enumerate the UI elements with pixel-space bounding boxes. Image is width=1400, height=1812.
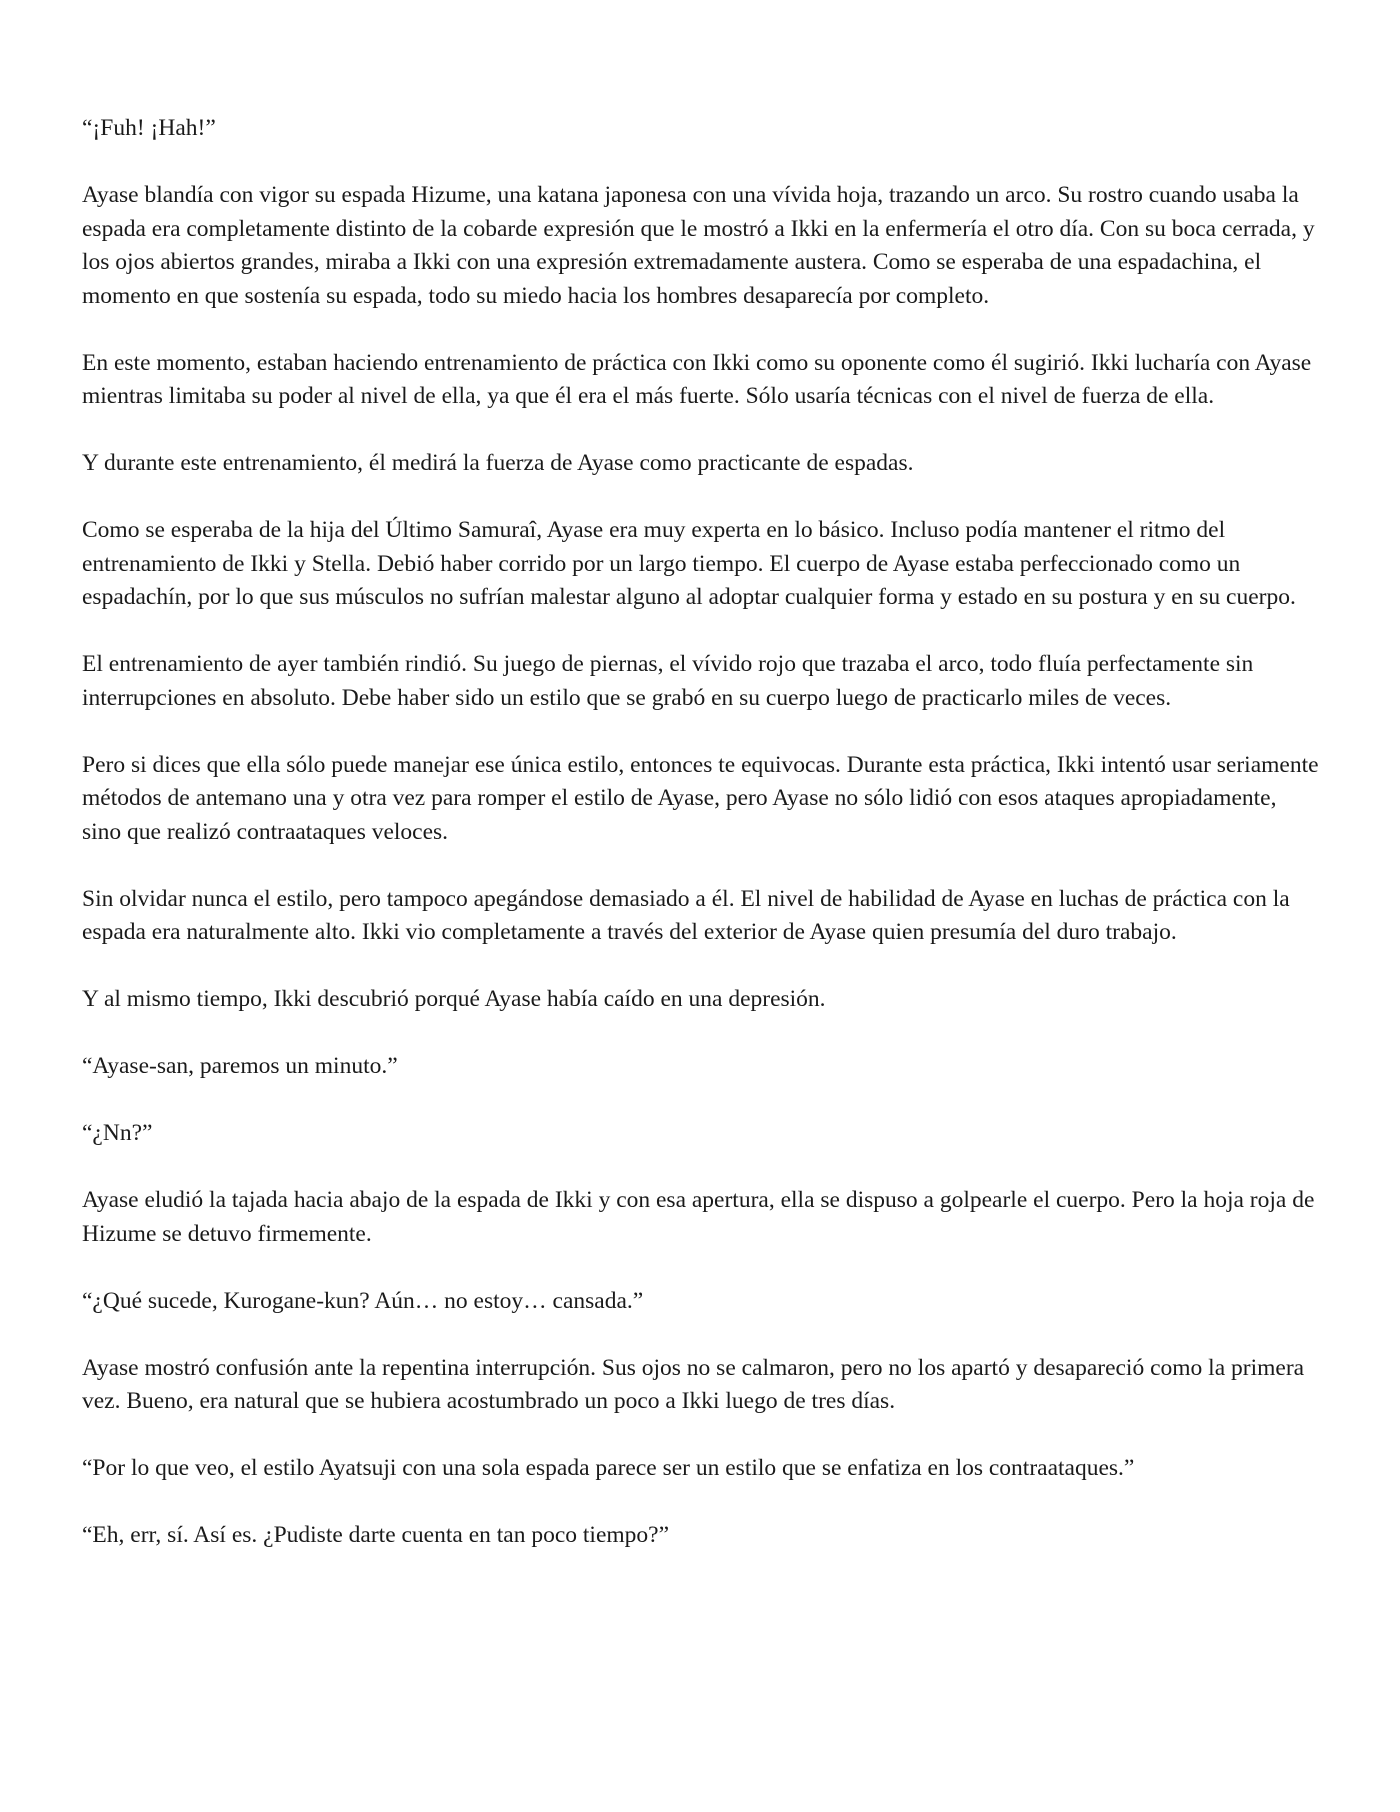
paragraph-15: “Por lo que veo, el estilo Ayatsuji con una sola espada parece ser un estilo que se enfatiza en los contraataques.” [82, 1455, 1135, 1481]
paragraph-7: Pero si dices que ella sólo puede manejar ese única estilo, entonces te equivocas. Durante esta práctica, Ikki intentó usar seriamente métodos de antemano una y otra vez para romper el estilo de Ayase, pero Ayase no sólo lidió con esos ataques apropiadamente, sino que realizó contraataques veloces. [82, 751, 1319, 845]
paragraph-5: Como se esperaba de la hija del Último Samuraî, Ayase era muy experta en lo básico. Incluso podía mantener el ritmo del entrenamiento de Ikki y Stella. Debió haber corrido por un largo tiempo. El cuerpo de Ayase estaba perfeccionado como un espadachín, por lo que sus músculos no sufrían malestar alguno al adoptar cualquier forma y estado en su postura y en su cuerpo. [82, 517, 1296, 610]
paragraph-13: “¿Qué sucede, Kurogane-kun? Aún… no estoy… cansada.” [82, 1287, 644, 1314]
paragraph-2: Ayase blandía con vigor su espada Hizume, una katana japonesa con una vívida hoja, trazando un arco. Su rostro cuando usaba la espada era completamente distinto de la cobarde expresión que le mostró a Ikki en la enfermería el otro día. Con su boca cerrada, y los ojos abiertos grandes, miraba a Ikki con una expresión extremadamente austera. Como se esperaba de una espadachina, el momento en que sostenía su espada, todo su miedo hacia los hombres desaparecía por completo. [82, 182, 1315, 309]
paragraph-12: Ayase eludió la tajada hacia abajo de la espada de Ikki y con esa apertura, ella se dispuso a golpearle el cuerpo. Pero la hoja roja de Hizume se detuvo firmemente. [82, 1187, 1315, 1247]
paragraph-3: En este momento, estaban haciendo entrenamiento de práctica con Ikki como su oponente como él sugirió. Ikki lucharía con Ayase mientras limitaba su poder al nivel de ella, ya que él era el más fuerte. Sólo usaría técnicas con el nivel de fuerza de ella. [82, 349, 1312, 409]
paragraph-1: “¡Fuh! ¡Hah!” [82, 115, 216, 141]
paragraph-6: El entrenamiento de ayer también rindió. Su juego de piernas, el vívido rojo que trazaba el arco, todo fluía perfectamente sin interrupciones en absoluto. Debe haber sido un estilo que se grabó en su cuerpo luego de practicarlo miles de veces. [82, 651, 1254, 711]
paragraph-4: Y durante este entrenamiento, él medirá la fuerza de Ayase como practicante de espadas. [82, 450, 914, 476]
paragraph-10: “Ayase-san, paremos un minuto.” [82, 1053, 398, 1079]
paragraph-16: “Eh, err, sí. Así es. ¿Pudiste darte cuenta en tan poco tiempo?” [82, 1522, 670, 1548]
document-page [82, 112, 1320, 1586]
paragraph-8: Sin olvidar nunca el estilo, pero tampoco apegándose demasiado a él. El nivel de habilidad de Ayase en luchas de práctica con la espada era naturalmente alto. Ikki vio completamente a través del exterior de Ayase quien presumía del duro trabajo. [82, 885, 1290, 945]
paragraph-14: Ayase mostró confusión ante la repentina interrupción. Sus ojos no se calmaron, pero no los apartó y desapareció como la primera vez. Bueno, era natural que se hubiera acostumbrado un poco a Ikki luego de tres días. [82, 1354, 1305, 1414]
paragraph-9: Y al mismo tiempo, Ikki descubrió porqué Ayase había caído en una depresión. [82, 986, 826, 1012]
paragraph-11: “¿Nn?” [82, 1120, 153, 1146]
